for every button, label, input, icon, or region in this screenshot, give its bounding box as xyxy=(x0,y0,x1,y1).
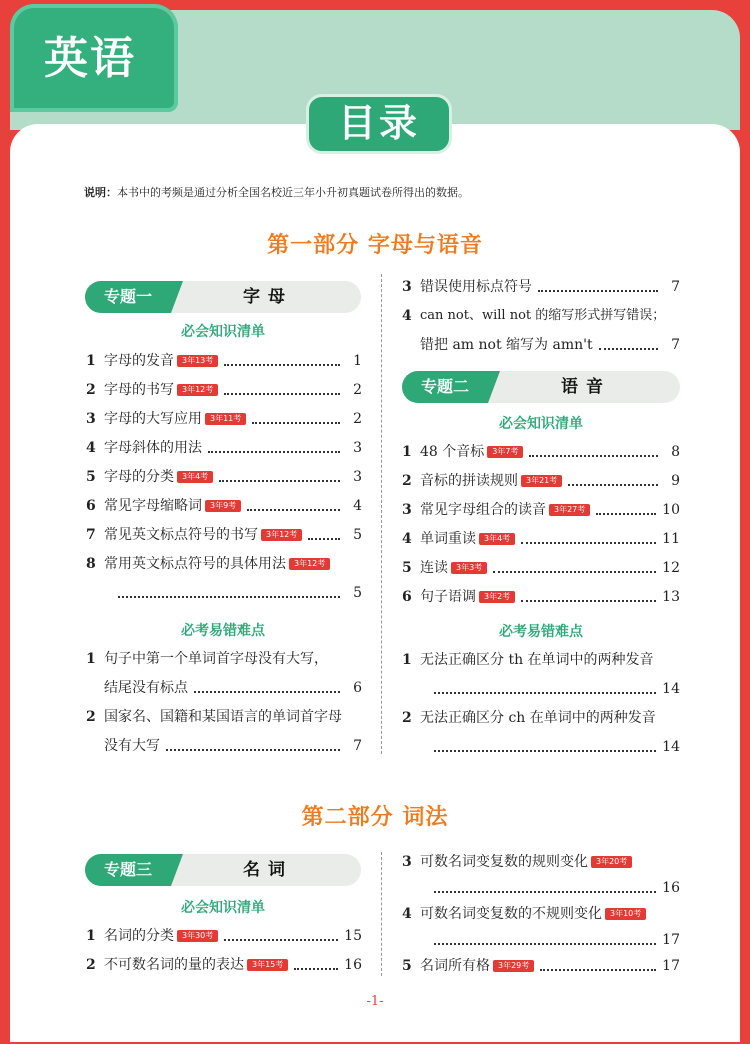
column-divider xyxy=(381,274,382,754)
entry-number: 5 xyxy=(402,958,412,974)
section-title: 必会知识清单 xyxy=(181,900,265,916)
frequency-badge: 3年20考 xyxy=(591,856,632,868)
entry-number: 4 xyxy=(402,308,412,324)
page-number: 5 xyxy=(353,585,362,601)
leader-dots xyxy=(247,501,340,511)
entry-number: 1 xyxy=(402,444,412,460)
entry-title: 常用英文标点符号的具体用法 xyxy=(104,556,286,572)
leader-dots xyxy=(538,282,658,292)
entry-title: 句子语调 xyxy=(420,589,476,605)
frequency-badge: 3年11考 xyxy=(205,413,246,425)
entry-title: 没有大写 xyxy=(104,738,160,754)
leader-dots xyxy=(194,683,340,693)
topic-name: 名词 xyxy=(243,860,293,880)
note-text: 本书中的考频是通过分析全国名校近三年小升初真题试卷所得出的数据。 xyxy=(117,186,469,199)
entry-number: 4 xyxy=(402,906,412,922)
toc-entry[interactable] xyxy=(402,442,680,462)
toc-entry[interactable] xyxy=(402,708,680,728)
subject-title: 英语 xyxy=(44,33,136,84)
toc-entry[interactable] xyxy=(402,558,680,578)
page-number: 14 xyxy=(662,681,680,697)
topic-name: 字母 xyxy=(243,287,293,307)
leader-dots xyxy=(493,563,656,573)
toc-entry[interactable] xyxy=(402,650,680,670)
entry-title: 字母斜体的用法 xyxy=(104,440,202,456)
entry-number: 2 xyxy=(402,710,412,726)
leader-dots xyxy=(521,592,656,602)
frequency-badge: 3年2考 xyxy=(479,591,515,603)
toc-entry[interactable] xyxy=(402,587,680,607)
section-title: 必考易错难点 xyxy=(499,624,583,640)
entry-title: 常见字母组合的读音 xyxy=(420,502,546,518)
page-number: 2 xyxy=(353,411,362,427)
toc-entry[interactable] xyxy=(86,649,362,669)
page-number: 2 xyxy=(353,382,362,398)
page-number: 17 xyxy=(662,932,680,948)
toc-entry[interactable] xyxy=(402,852,680,872)
entry-title: 字母的书写 xyxy=(104,382,174,398)
page-footer-number: -1- xyxy=(366,994,384,1009)
entry-number: 7 xyxy=(86,527,96,543)
toc-entry[interactable] xyxy=(402,500,680,520)
frequency-badge: 3年29考 xyxy=(493,960,534,972)
entry-number: 8 xyxy=(86,556,96,572)
entry-number: 3 xyxy=(86,411,96,427)
leader-dots xyxy=(434,684,656,694)
toc-entry[interactable] xyxy=(86,351,362,371)
toc-entry[interactable] xyxy=(86,380,362,400)
page-number: 4 xyxy=(353,498,362,514)
entry-title: 国家名、国籍和某国语言的单词首字母 xyxy=(104,709,342,725)
leader-dots xyxy=(294,960,338,970)
page-number: 8 xyxy=(671,444,680,460)
frequency-badge: 3年21考 xyxy=(521,475,562,487)
frequency-badge: 3年30考 xyxy=(177,930,218,942)
entry-number: 3 xyxy=(402,854,412,870)
page-number: 9 xyxy=(671,473,680,489)
explanation-note xyxy=(84,184,469,200)
toc-entry[interactable] xyxy=(86,409,362,429)
leader-dots xyxy=(434,742,656,752)
frequency-badge: 3年12考 xyxy=(261,529,302,541)
toc-entry[interactable] xyxy=(402,277,680,297)
topic-header xyxy=(402,371,680,403)
page-number: 3 xyxy=(353,440,362,456)
frequency-badge: 3年13考 xyxy=(177,355,218,367)
entry-number: 1 xyxy=(86,928,96,944)
toc-entry-continuation[interactable] xyxy=(104,736,362,756)
entry-title: 字母的发音 xyxy=(104,353,174,369)
toc-entry[interactable] xyxy=(402,529,680,549)
frequency-badge: 3年4考 xyxy=(177,471,213,483)
leader-dots xyxy=(599,340,658,350)
leader-dots xyxy=(224,931,338,941)
leader-dots xyxy=(118,588,340,598)
entry-number: 3 xyxy=(402,502,412,518)
leader-dots xyxy=(224,385,340,395)
toc-entry[interactable] xyxy=(86,707,362,727)
page-number: 11 xyxy=(662,531,680,547)
entry-title: 可数名词变复数的规则变化 xyxy=(420,854,588,870)
frequency-badge: 3年7考 xyxy=(487,446,523,458)
page-number: 7 xyxy=(671,279,680,295)
toc-entry[interactable] xyxy=(86,525,362,545)
leader-dots xyxy=(434,935,656,945)
entry-number: 1 xyxy=(402,652,412,668)
frequency-badge: 3年27考 xyxy=(549,504,590,516)
leader-dots xyxy=(219,472,340,482)
toc-entry-continuation[interactable] xyxy=(104,583,362,603)
frequency-badge: 3年9考 xyxy=(205,500,241,512)
topic-header xyxy=(85,281,361,313)
entry-title: 常见字母缩略词 xyxy=(104,498,202,514)
entry-number: 2 xyxy=(86,382,96,398)
entry-number: 1 xyxy=(86,651,96,667)
toc-entry-continuation[interactable] xyxy=(420,335,680,355)
page-number: 6 xyxy=(353,680,362,696)
page-number: 16 xyxy=(344,957,362,973)
page-number: 1 xyxy=(353,353,362,369)
entry-title: 48 个音标 xyxy=(420,444,485,460)
entry-title: 音标的拼读规则 xyxy=(420,473,518,489)
toc-entry-continuation[interactable] xyxy=(420,737,680,757)
toc-entry[interactable] xyxy=(86,554,362,574)
frequency-badge: 3年15考 xyxy=(247,959,288,971)
entry-number: 2 xyxy=(86,709,96,725)
page-number: 14 xyxy=(662,739,680,755)
page-number: 5 xyxy=(353,527,362,543)
leader-dots xyxy=(166,741,340,751)
page-number: 7 xyxy=(353,738,362,754)
page-number: 10 xyxy=(662,502,680,518)
leader-dots xyxy=(308,530,340,540)
page-number: 3 xyxy=(353,469,362,485)
entry-title: 连读 xyxy=(420,560,448,576)
entry-title: 名词的分类 xyxy=(104,928,174,944)
entry-number: 2 xyxy=(86,957,96,973)
entry-title: 错把 am not 缩写为 amn't xyxy=(420,337,593,353)
toc-entry-continuation[interactable] xyxy=(420,930,680,950)
entry-number: 6 xyxy=(402,589,412,605)
entry-number: 1 xyxy=(86,353,96,369)
section-title: 必会知识清单 xyxy=(181,324,265,340)
entry-title: 不可数名词的量的表达 xyxy=(104,957,244,973)
part-title: 第一部分 字母与语音 xyxy=(267,233,483,258)
entry-number: 3 xyxy=(402,279,412,295)
entry-number: 4 xyxy=(402,531,412,547)
toc-entry[interactable] xyxy=(86,955,362,975)
note-label: 说明： xyxy=(84,186,117,199)
entry-number: 5 xyxy=(402,560,412,576)
entry-title: 结尾没有标点 xyxy=(104,680,188,696)
toc-entry-continuation[interactable] xyxy=(420,878,680,898)
part-title: 第二部分 词法 xyxy=(301,805,449,830)
page-number: 13 xyxy=(662,589,680,605)
toc-title: 目录 xyxy=(306,94,452,154)
leader-dots xyxy=(568,476,658,486)
frequency-badge: 3年3考 xyxy=(451,562,487,574)
entry-number: 5 xyxy=(86,469,96,485)
entry-title: 字母的分类 xyxy=(104,469,174,485)
section-title: 必考易错难点 xyxy=(181,623,265,639)
toc-entry-continuation[interactable] xyxy=(420,679,680,699)
leader-dots xyxy=(208,443,340,453)
toc-entry[interactable] xyxy=(86,926,362,946)
toc-entry-continuation[interactable] xyxy=(104,678,362,698)
topic-name: 语音 xyxy=(561,377,611,397)
leader-dots xyxy=(434,883,656,893)
entry-title: 可数名词变复数的不规则变化 xyxy=(420,906,602,922)
toc-entry[interactable] xyxy=(86,467,362,487)
column-divider xyxy=(381,852,382,976)
page-number: 17 xyxy=(662,958,680,974)
entry-title: can not、will not 的缩写形式拼写错误； xyxy=(420,308,666,323)
leader-dots xyxy=(529,447,658,457)
toc-entry[interactable] xyxy=(86,438,362,458)
frequency-badge: 3年10考 xyxy=(605,908,646,920)
leader-dots xyxy=(224,356,340,366)
topic-label: 专题一 xyxy=(85,281,171,313)
toc-entry[interactable] xyxy=(402,956,680,976)
frequency-badge: 3年12考 xyxy=(289,558,330,570)
frequency-badge: 3年4考 xyxy=(479,533,515,545)
page-number: 7 xyxy=(671,337,680,353)
toc-entry[interactable] xyxy=(402,904,680,924)
toc-entry[interactable] xyxy=(402,306,680,326)
topic-label: 专题二 xyxy=(402,371,488,403)
toc-entry[interactable] xyxy=(86,496,362,516)
page-number: 16 xyxy=(662,880,680,896)
entry-title: 无法正确区分 ch 在单词中的两种发音 xyxy=(420,710,656,726)
topic-label: 专题三 xyxy=(85,854,171,886)
leader-dots xyxy=(521,534,656,544)
leader-dots xyxy=(252,414,340,424)
leader-dots xyxy=(596,505,656,515)
toc-entry[interactable] xyxy=(402,471,680,491)
entry-title: 常见英文标点符号的书写 xyxy=(104,527,258,543)
leader-dots xyxy=(540,961,656,971)
entry-title: 句子中第一个单词首字母没有大写， xyxy=(104,651,328,667)
entry-number: 6 xyxy=(86,498,96,514)
page-number: 15 xyxy=(344,928,362,944)
entry-title: 单词重读 xyxy=(420,531,476,547)
entry-title: 错误使用标点符号 xyxy=(420,279,532,295)
entry-title: 无法正确区分 th 在单词中的两种发音 xyxy=(420,652,654,668)
entry-number: 2 xyxy=(402,473,412,489)
page-number: 12 xyxy=(662,560,680,576)
topic-header xyxy=(85,854,361,886)
entry-number: 4 xyxy=(86,440,96,456)
entry-title: 字母的大写应用 xyxy=(104,411,202,427)
section-title: 必会知识清单 xyxy=(499,416,583,432)
frequency-badge: 3年12考 xyxy=(177,384,218,396)
entry-title: 名词所有格 xyxy=(420,958,490,974)
